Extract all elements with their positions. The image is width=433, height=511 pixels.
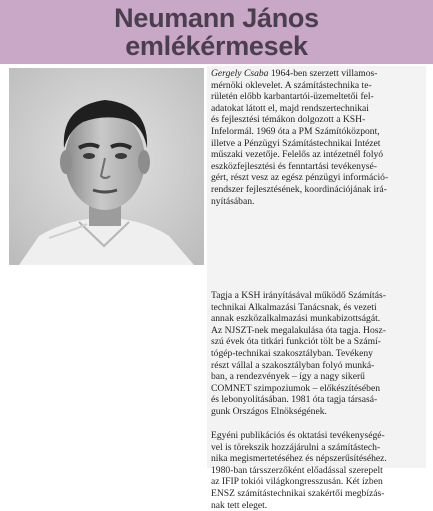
- text-line: nak tett eleget.: [211, 499, 268, 511]
- paragraph-2: [211, 290, 423, 418]
- text-line: Tagja a KSH irányításával működő Számítás-: [211, 290, 386, 301]
- text-line: 1964-ben szerzett villamos-: [268, 68, 378, 79]
- text-line: illetve a Pénzügyi Számítástechnikai Intézet: [211, 137, 381, 149]
- text-line: tógép-technikai szakosztályban. Tevékeny: [211, 347, 373, 359]
- text-line: műszaki vezetője. Felelős az intézetnél folyó: [211, 149, 384, 161]
- paragraph-3: [211, 430, 423, 511]
- text-line: Infelormál. 1969 óta a PM Számítóközpont,: [211, 125, 380, 137]
- text-line: gunk Országos Elnökségének.: [211, 405, 327, 417]
- text-line: eszközfejlesztési és fenntartási tevékenysé-: [211, 160, 377, 172]
- page-title-line-2: emlékérmesek: [125, 31, 308, 61]
- text-line: és fejlesztési témákon dolgozott a KSH-: [211, 114, 366, 126]
- text-line: vel is törekszik hozzájárulni a számítástech-: [211, 441, 381, 453]
- text-line: Egyéni publikációs és oktatási tevékenységé-: [211, 430, 385, 441]
- paragraph-1: [211, 68, 423, 207]
- text-line: nika megismertetéséhez és népszerűsítéséhez.: [211, 453, 387, 465]
- text-line: részt vállal a szakosztályban folyó munká-: [211, 359, 375, 371]
- text-line: rületén előbb karbantartói-üzemeltetői fel-: [211, 91, 374, 103]
- text-line: szú évek óta titkári funkciót tölt be a Számí-: [211, 336, 381, 348]
- text-line: mérnöki oklevelet. A számítástechnika te-: [211, 79, 372, 91]
- text-line: ban, a rendezvények – így a nagy sikerű: [211, 371, 365, 383]
- person-name: Gergely Csaba: [211, 68, 269, 79]
- text-line: 1980-ban társszerzőként előadással szerepelt: [211, 464, 383, 476]
- text-line: az IFIP tokiói világkongresszusán. Két ízben: [211, 476, 383, 488]
- text-line: technikai Alkalmazási Tanácsnak, és vezeti: [211, 301, 377, 313]
- article-text: [207, 66, 426, 511]
- text-line: annak eszközalkalmazási munkabizottságát.: [211, 313, 381, 325]
- text-line: COMNET szimpoziumok – előkészítésében: [211, 382, 381, 394]
- text-line: nyításában.: [211, 195, 255, 207]
- text-line: adatokat látott el, majd rendszertechnikai: [211, 102, 369, 114]
- title-banner: [0, 0, 433, 64]
- text-line: ENSZ számítástechnikai szakértői megbízás-: [211, 487, 385, 499]
- page-title-line-1: Neumann János: [114, 3, 319, 33]
- text-line: Az NJSZT-nek megalakulása óta tagja. Hosz-: [211, 324, 386, 336]
- text-line: rendszer fejlesztésének, koordinációjának irá-: [211, 183, 387, 195]
- portrait-photo: [9, 68, 204, 265]
- text-line: gért, részt vesz az egész pénzügyi információ-: [211, 172, 389, 184]
- text-line: és lebonyolításában. 1981 óta tagja társasá-: [211, 394, 378, 406]
